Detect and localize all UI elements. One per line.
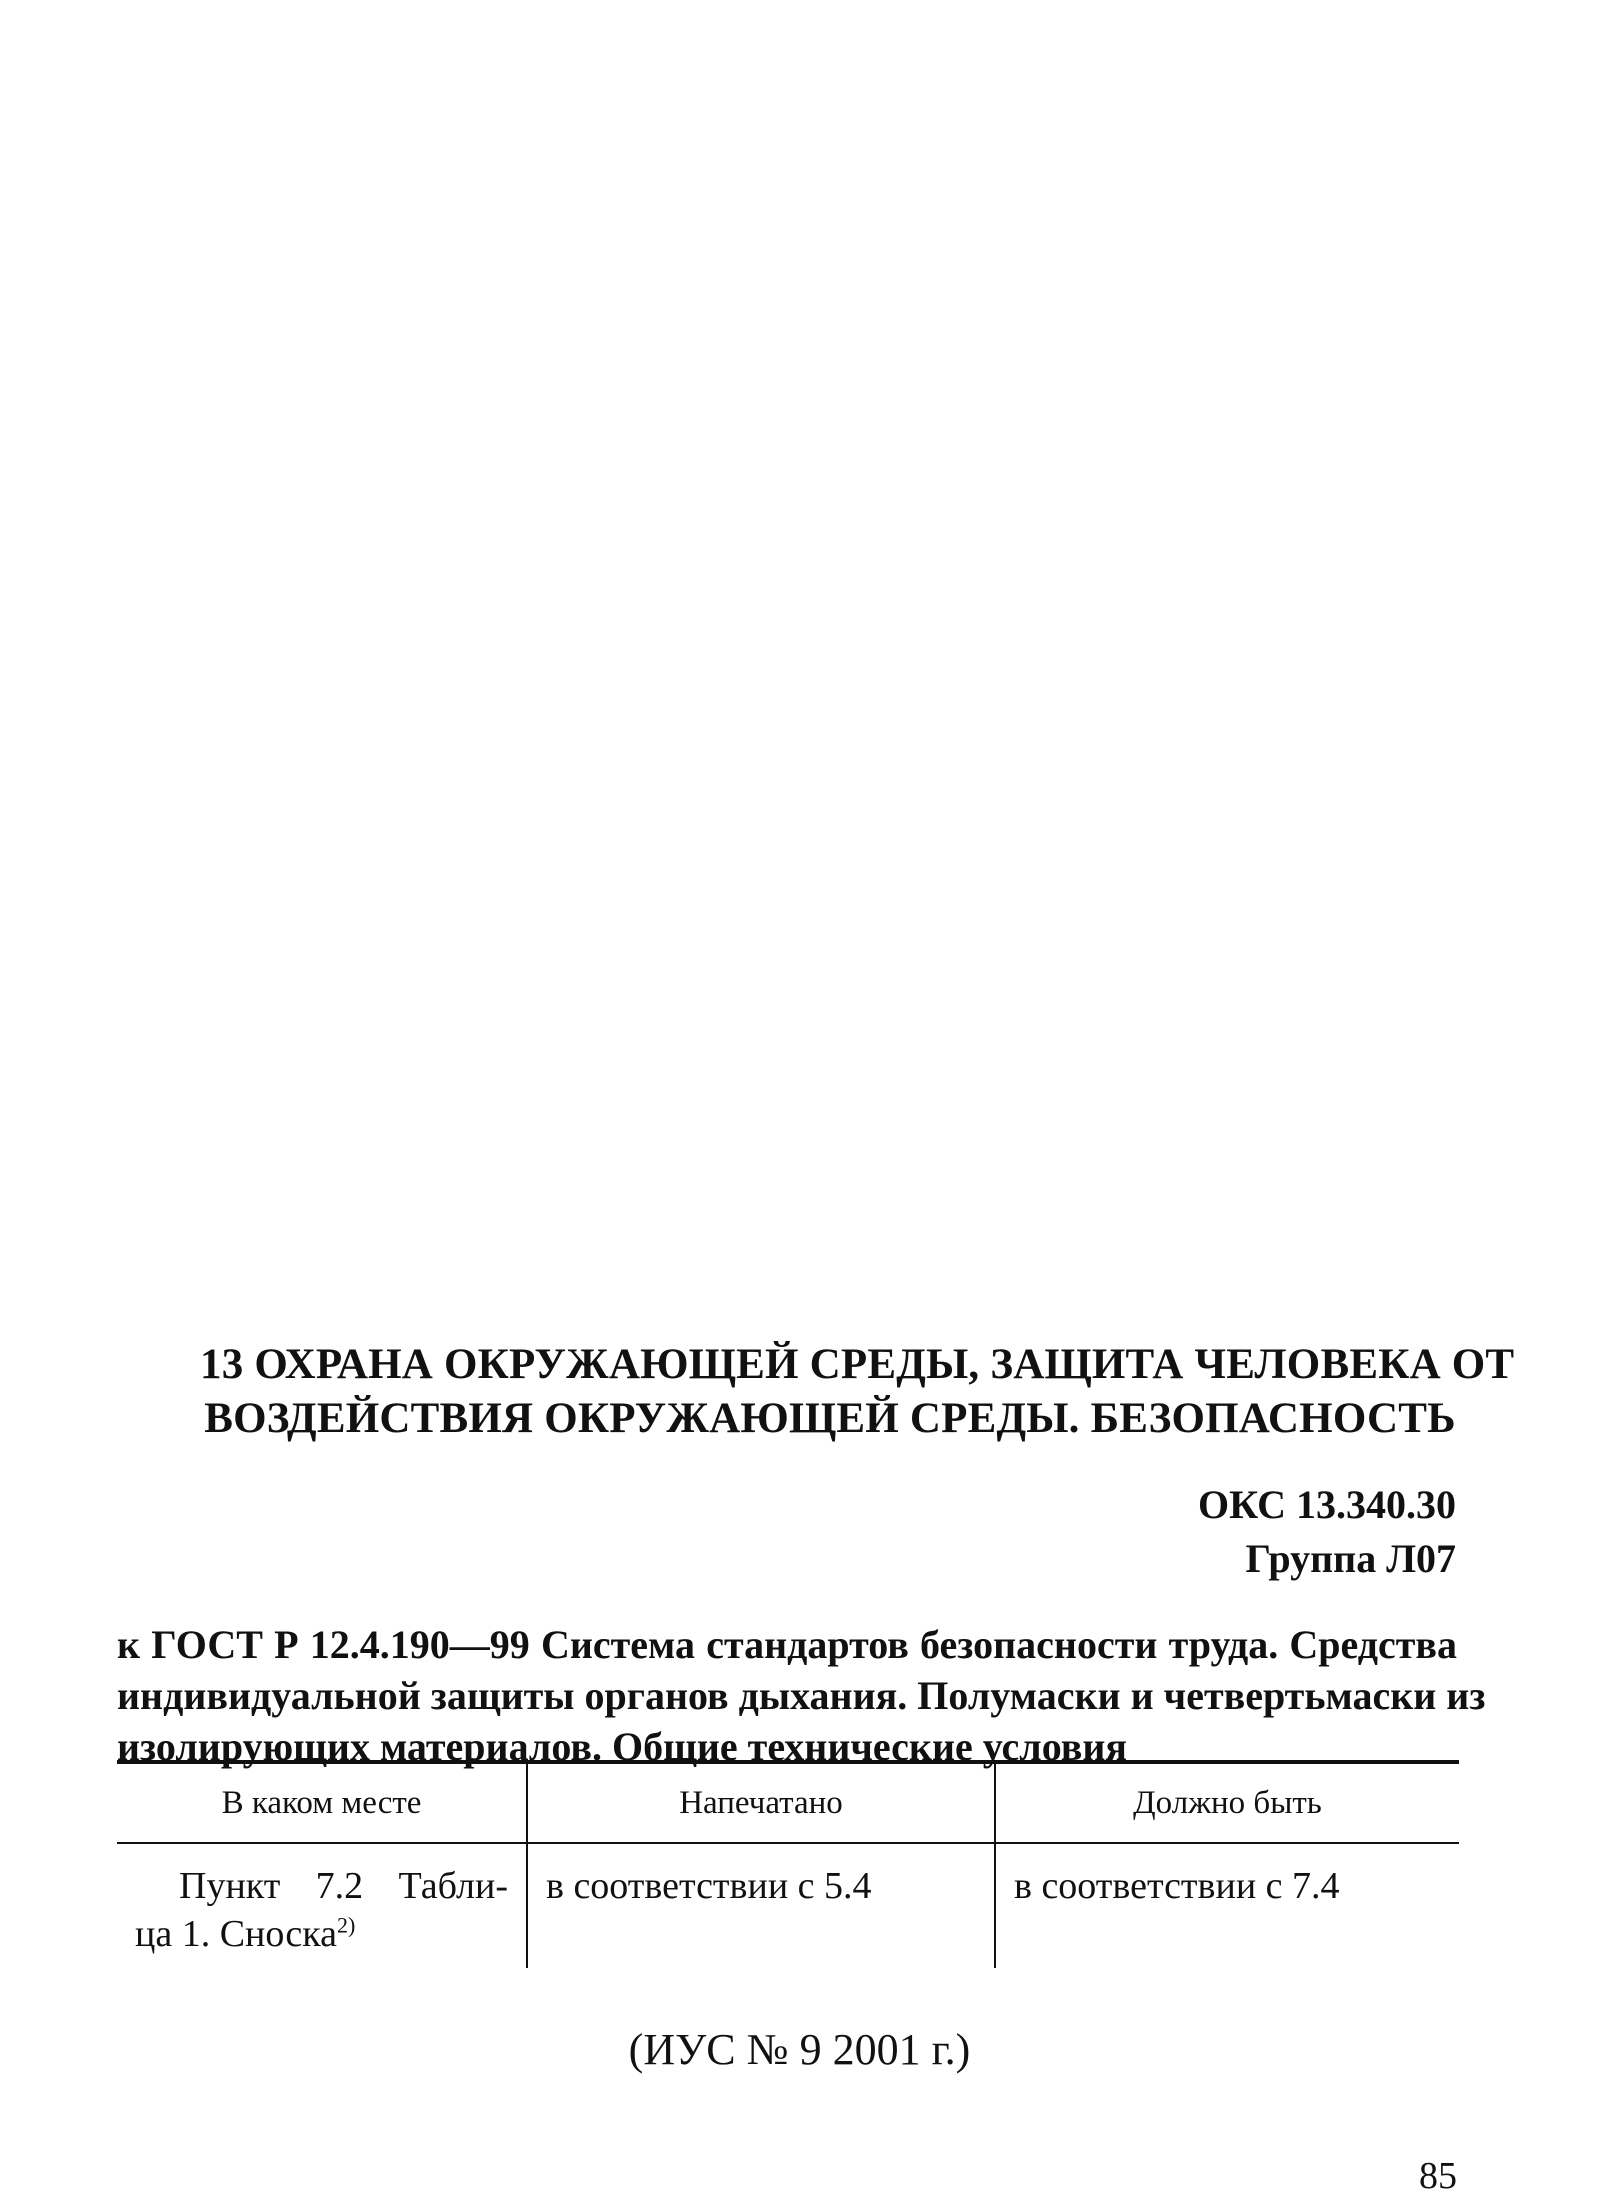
header-place: В каком месте [117, 1762, 527, 1843]
document-title-line-2: индивидуальной защиты органов дыхания. Полумаски и четвертьмаски из [117, 1673, 1486, 1718]
page-number: 85 [1419, 2155, 1457, 2197]
table-row [117, 1843, 1459, 1968]
cell-should-be: в соответствии с 7.4 [995, 1843, 1459, 1968]
group-code: Группа Л07 [1245, 1536, 1456, 1581]
document-title-line-1: к ГОСТ Р 12.4.190—99 Система стандартов безопасности труда. Средства [117, 1622, 1457, 1667]
errata-table-wrapper [117, 1760, 1459, 1968]
cell-printed: в соответствии с 5.4 [527, 1843, 995, 1968]
classification-codes [1198, 1478, 1456, 1586]
ius-reference: (ИУС № 9 2001 г.) [628, 2025, 971, 2074]
header-printed: Напечатано [527, 1762, 995, 1843]
document-title [117, 1619, 1486, 1772]
section-heading-line-1: 13 ОХРАНА ОКРУЖАЮЩЕЙ СРЕДЫ, ЗАЩИТА ЧЕЛОВЕКА ОТ [200, 1341, 1515, 1388]
place-line-1: Пункт 7.2 Табли- [179, 1865, 508, 1907]
section-heading-line-2: ВОЗДЕЙСТВИЯ ОКРУЖАЮЩЕЙ СРЕДЫ. БЕЗОПАСНОСТЬ [204, 1395, 1456, 1442]
table-header-row [117, 1762, 1459, 1843]
footnote-marker: 2) [336, 1912, 356, 1938]
cell-place [117, 1843, 527, 1968]
errata-table [117, 1760, 1459, 1968]
header-should-be: Должно быть [995, 1762, 1459, 1843]
section-heading [200, 1338, 1515, 1446]
place-line-2: ца 1. Сноска [135, 1913, 337, 1955]
oks-code: ОКС 13.340.30 [1197, 1482, 1456, 1527]
document-title-line-3: изолирующих материалов. Общие технические условия [117, 1724, 1128, 1769]
